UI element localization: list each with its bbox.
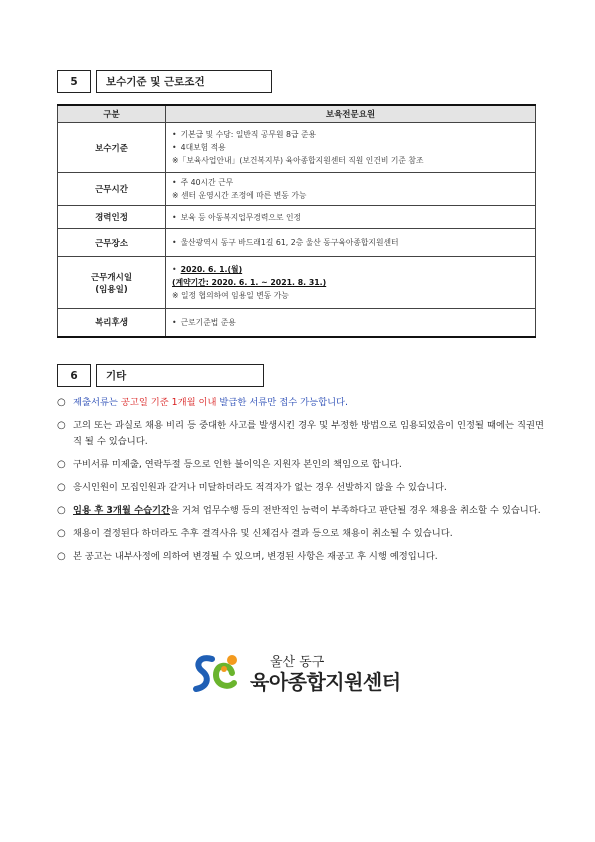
value-line: • 기본급 및 수당: 일반직 공무원 8급 준용 — [172, 128, 529, 141]
note-item — [57, 526, 544, 542]
logo-title: 육아종합지원센터 — [250, 669, 401, 694]
note-item — [57, 503, 544, 519]
value-line: • 보육 등 아동복지업무경력으로 인정 — [172, 211, 529, 224]
note-text: 구비서류 미제출, 연락두절 등으로 인한 불이익은 지원자 본인의 책임으로 합니다. — [73, 459, 402, 470]
row-value — [166, 229, 536, 257]
value-line: ※ 센터 운영시간 조정에 따른 변동 가능 — [172, 191, 307, 200]
value-line — [172, 263, 529, 276]
note-item — [57, 395, 544, 411]
table-row — [58, 173, 536, 206]
note-text: 제출서류는 — [73, 397, 121, 408]
start-date: 2020. 6. 1.(월) — [180, 265, 243, 274]
section-6-header — [57, 364, 264, 387]
table-row — [58, 123, 536, 173]
note-text: 응시인원이 모집인원과 같거나 미달하더라도 적격자가 없는 경우 선발하지 않을 수 있습니다. — [73, 482, 447, 493]
section-5-header — [57, 70, 272, 93]
note-text: 채용이 결정된다 하더라도 추후 결격사유 및 신체검사 결과 등으로 채용이 취소될 수 있습니다. — [73, 528, 453, 539]
notes-list — [57, 395, 544, 572]
table-row — [58, 206, 536, 229]
row-value — [166, 257, 536, 309]
note-highlight: 임용 후 3개월 수습기간 — [73, 505, 171, 516]
table-row — [58, 257, 536, 309]
header-position: 보육전문요원 — [166, 105, 536, 123]
row-value — [166, 173, 536, 206]
row-label: 근무장소 — [58, 229, 166, 257]
section-number: 5 — [57, 70, 91, 93]
contract-period: (계약기간: 2020. 6. 1. ~ 2021. 8. 31.) — [172, 278, 327, 287]
row-label: 복리후생 — [58, 309, 166, 337]
row-label — [58, 257, 166, 309]
row-value — [166, 123, 536, 173]
header-category: 구분 — [58, 105, 166, 123]
row-label-line: (임용일) — [95, 284, 128, 295]
value-line: • 4대보험 적용 — [172, 141, 529, 154]
bullet-icon: ○ — [57, 482, 66, 493]
bullet-icon: ○ — [57, 459, 66, 470]
logo-icon — [192, 651, 242, 697]
bullet-icon: ○ — [57, 397, 66, 408]
value-line: • 울산광역시 동구 바드래1길 61, 2층 울산 동구육아종합지원센터 — [172, 236, 529, 249]
row-label: 근무시간 — [58, 173, 166, 206]
value-line: • 주 40시간 근무 — [172, 176, 529, 189]
value-line: ※「보육사업안내」(보건복지부) 육아종합지원센터 직원 인건비 기준 참조 — [172, 156, 424, 165]
note-text: 을 거쳐 업무수행 등의 전반적인 능력이 부족하다고 판단될 경우 채용을 취소할 수 있습니다. — [170, 505, 541, 516]
note-item — [57, 418, 544, 450]
logo-subtitle: 울산 동구 — [270, 654, 325, 670]
row-label: 경력인정 — [58, 206, 166, 229]
value-line: • 근로기준법 준용 — [172, 316, 529, 329]
bullet-icon: ○ — [57, 420, 66, 431]
row-label-line: 근무개시일 — [90, 272, 133, 283]
bullet-icon: ○ — [57, 528, 66, 539]
row-value — [166, 309, 536, 337]
bullet-icon: ○ — [57, 505, 66, 516]
note-text: 본 공고는 내부사정에 의하여 변경될 수 있으며, 변경된 사항은 재공고 후 시행 예정입니다. — [73, 551, 438, 562]
section-title: 보수기준 및 근로조건 — [96, 70, 272, 93]
note-text: 발급한 서류만 접수 가능합니다. — [216, 397, 348, 408]
table-row — [58, 309, 536, 337]
conditions-table — [57, 104, 536, 338]
note-item — [57, 480, 544, 496]
note-item — [57, 549, 544, 565]
section-title: 기타 — [96, 364, 264, 387]
note-item — [57, 457, 544, 473]
table-row — [58, 229, 536, 257]
row-label: 보수기준 — [58, 123, 166, 173]
value-line: ※ 일정 협의하여 임용일 변동 가능 — [172, 291, 289, 300]
bullet-icon: ○ — [57, 551, 66, 562]
center-logo — [192, 651, 412, 697]
note-highlight: 공고일 기준 1개월 이내 — [120, 397, 217, 408]
note-text: 고의 또는 과실로 채용 비리 등 중대한 사고를 발생시킨 경우 및 부정한 방법으로 임용되었음이 인정될 때에는 직권면직 될 수 있습니다. — [73, 420, 544, 447]
row-value — [166, 206, 536, 229]
section-number: 6 — [57, 364, 91, 387]
